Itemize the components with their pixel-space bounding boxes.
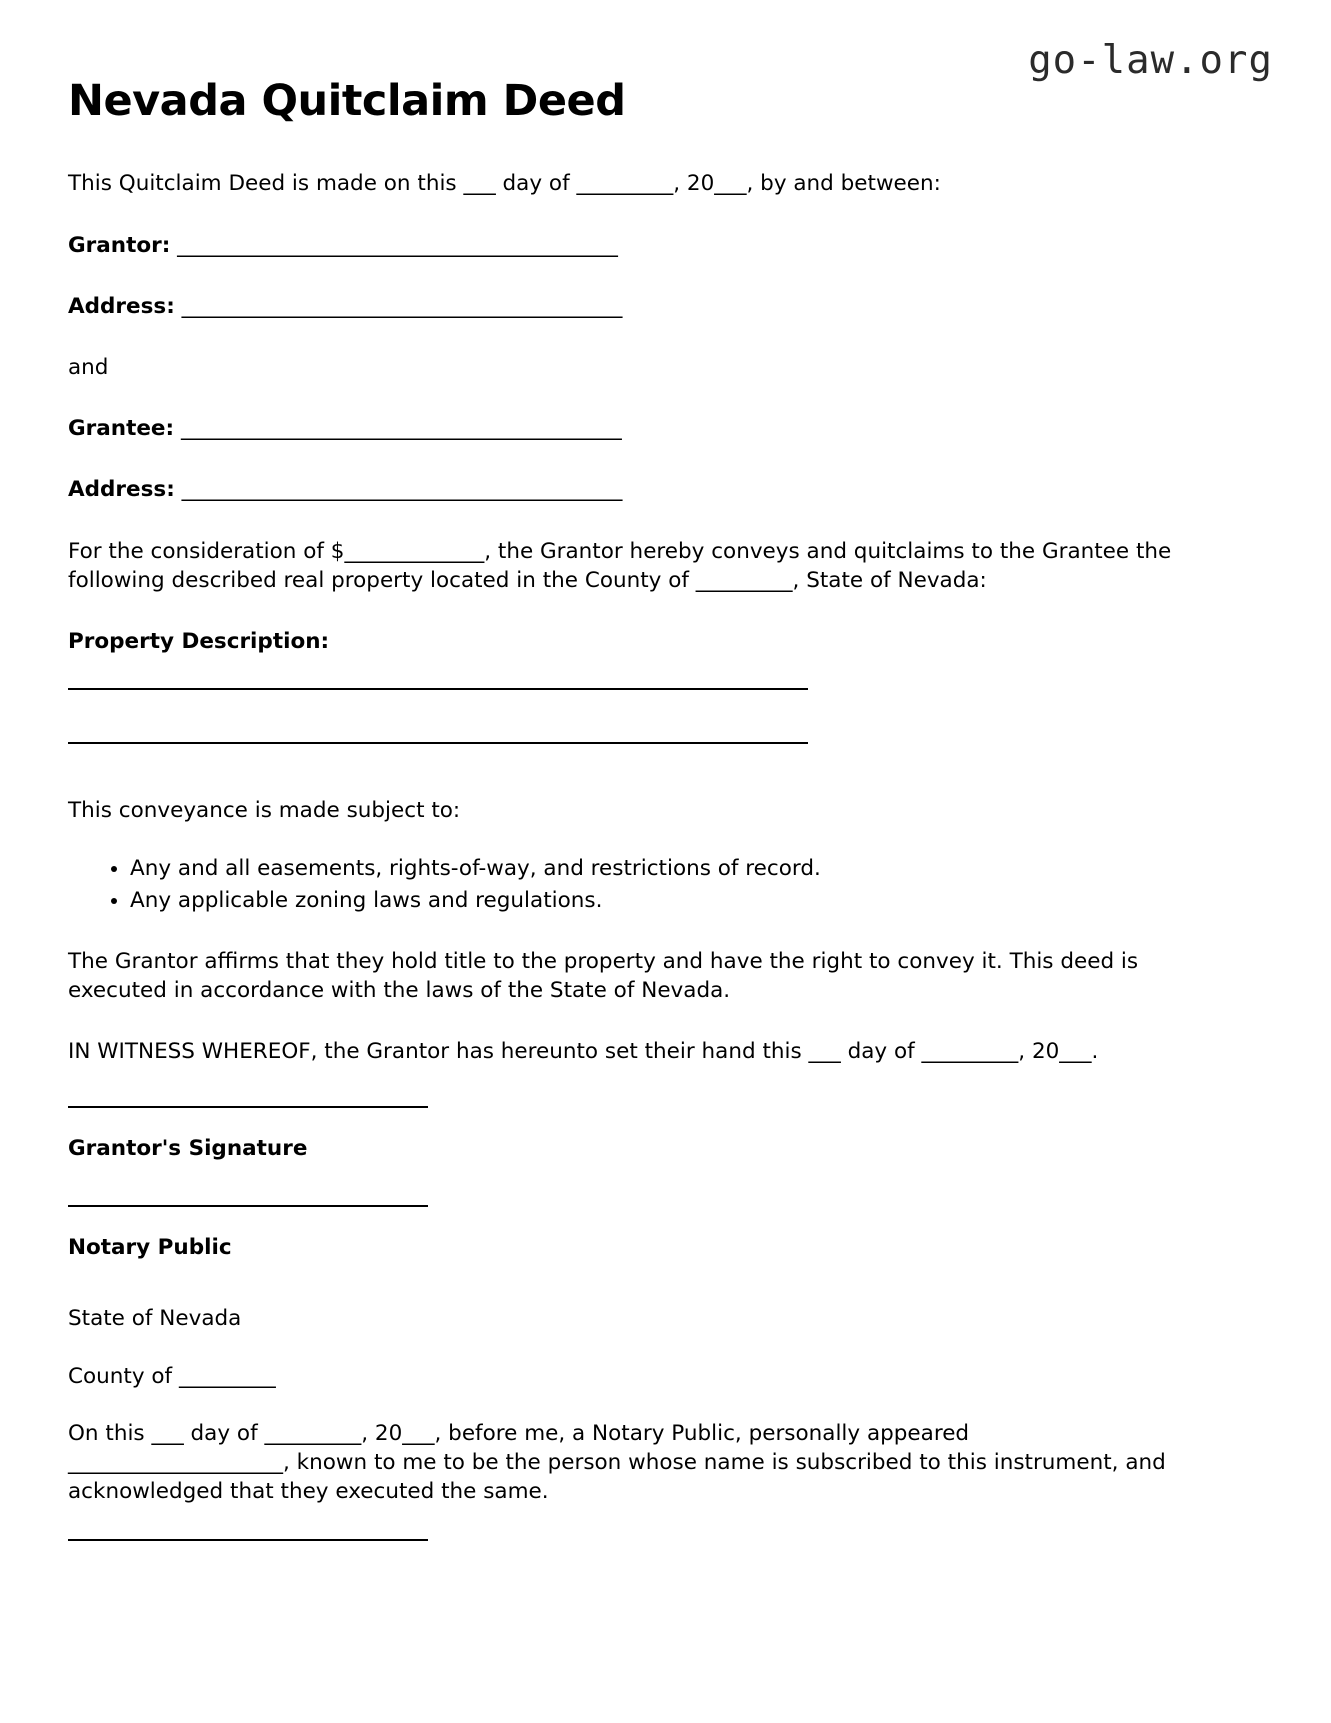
property-description-line-1	[68, 688, 808, 690]
intro-paragraph: This Quitclaim Deed is made on this ___ day of _________, 20___, by and between:	[68, 171, 941, 197]
grantor-signature-line	[68, 1106, 428, 1108]
property-description-line-2	[68, 742, 808, 744]
grantor-field	[68, 231, 1178, 260]
notary-statement: On this ___ day of _________, 20___, before me, a Notary Public, personally appeared ____________________, known to me to be the person whose name is subscribed to this instrument, and acknowledged that they executed the same.	[68, 1420, 1166, 1505]
document-body	[68, 78, 1178, 1569]
grantee-label: Grantee:	[68, 416, 175, 442]
list-item: • Any applicable zoning laws and regulations.	[130, 886, 1178, 917]
notary-signature-line	[68, 1205, 428, 1207]
witness-paragraph: IN WITNESS WHEREOF, the Grantor has hereunto set their hand this ___ day of _________, 20___.	[68, 1039, 1099, 1065]
consideration-paragraph: For the consideration of $_____________, the Grantor hereby conveys and quitclaims to the Grantee the following described real property located in the County of _________, State of Nevada:	[68, 538, 1172, 593]
affirmation-paragraph: The Grantor affirms that they hold title to the property and have the right to convey it. This deed is executed in accordance with the laws of the State of Nevada.	[68, 948, 1139, 1003]
site-watermark: go-law.org	[1028, 38, 1273, 83]
page-title: Nevada Quitclaim Deed	[68, 76, 626, 126]
grantee-field	[68, 414, 1178, 443]
grantee-address-label: Address:	[68, 477, 175, 503]
grantor-signature-label: Grantor's Signature	[68, 1136, 308, 1162]
list-item: • Any and all easements, rights-of-way, and restrictions of record.	[130, 854, 1178, 885]
notary-county: County of _________	[68, 1363, 276, 1389]
grantee-blank-line: _________________________________________	[180, 416, 622, 442]
grantee-address-blank-line: _________________________________________	[181, 477, 623, 503]
and-connector: and	[68, 355, 109, 380]
subject-list	[68, 854, 1178, 917]
property-description-label: Property Description:	[68, 629, 330, 655]
grantor-address-field	[68, 292, 1178, 321]
subject-intro: This conveyance is made subject to:	[68, 798, 461, 824]
grantee-address-field	[68, 475, 1178, 504]
grantor-label: Grantor:	[68, 232, 171, 258]
grantor-blank-line: _________________________________________	[177, 232, 618, 258]
grantor-address-label: Address:	[68, 293, 175, 319]
grantor-address-blank-line: _________________________________________	[181, 293, 623, 319]
notary-public-label: Notary Public	[68, 1235, 232, 1261]
notary-state: State of Nevada	[68, 1306, 242, 1332]
notary-final-signature-line	[68, 1539, 428, 1541]
